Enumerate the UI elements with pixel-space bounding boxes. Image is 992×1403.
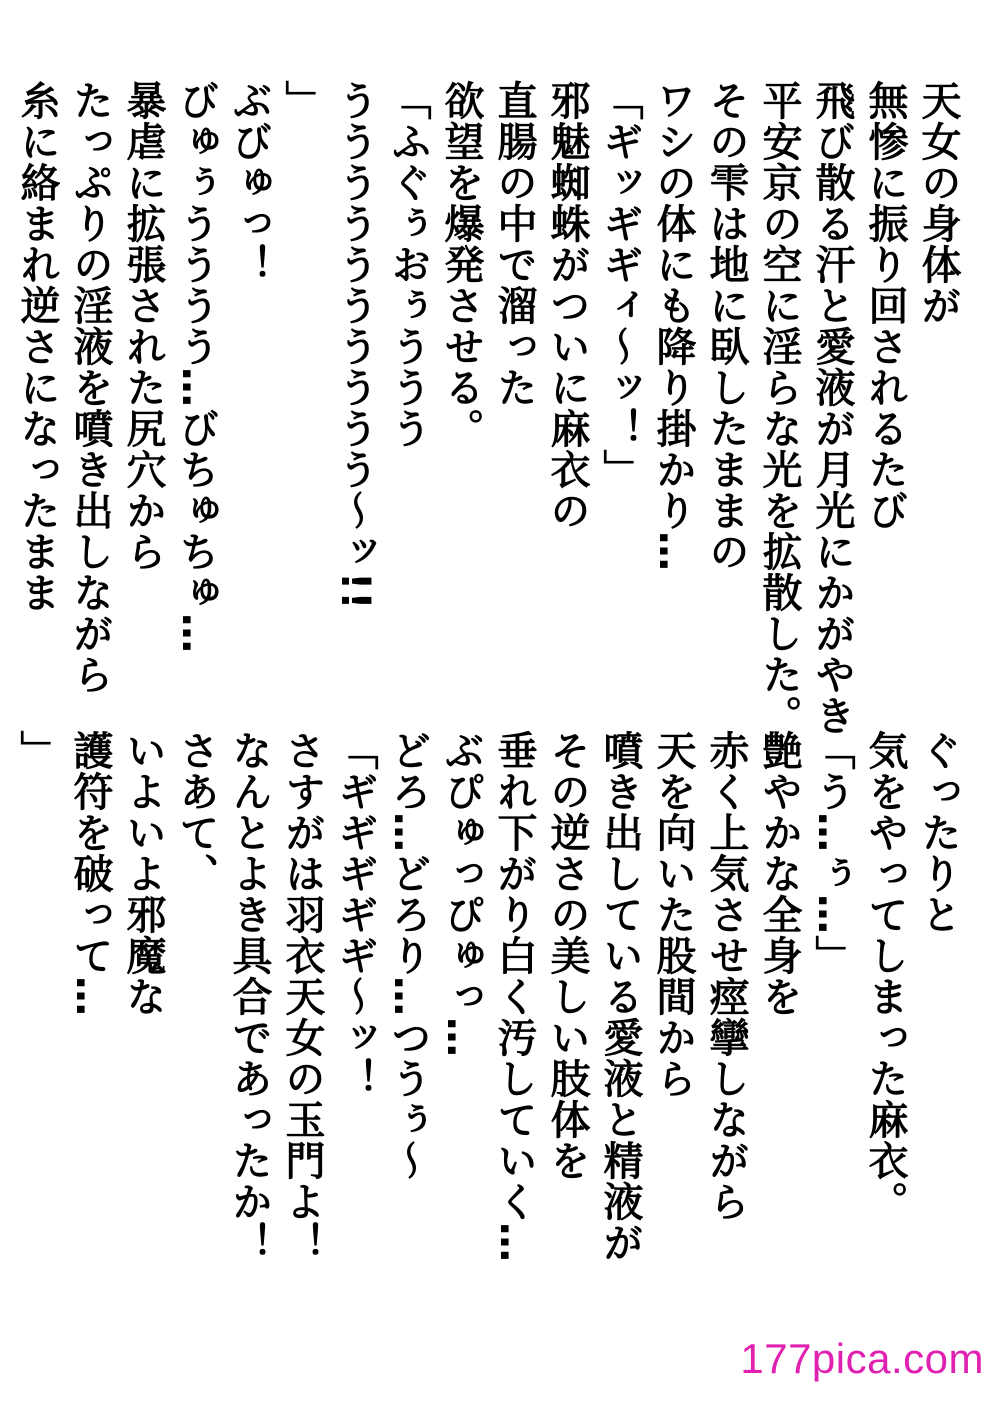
text-line: 平安京の空に淫らな光を拡散した。: [756, 80, 802, 736]
text-line: たっぷりの淫液を噴き出しながら: [67, 80, 113, 695]
text-line: ぶびゅっ！: [226, 80, 272, 285]
text-line: 気をやってしまった麻衣。: [862, 730, 908, 1222]
watermark: 177pica.com: [740, 1335, 984, 1382]
text-line: なんとよき具合であったか！: [226, 730, 272, 1263]
text-line: 暴虐に拡張された尻穴から: [120, 80, 166, 572]
text-line: 艶やかな全身を: [756, 730, 802, 1017]
text-line: さすがは羽衣天女の玉門よ！: [279, 730, 325, 1263]
text-line: 飛び散る汗と愛液が月光にかがやき: [809, 80, 855, 736]
text-line: さあて、: [173, 730, 219, 894]
text-line: どろ…どろり…つうぅ～: [385, 730, 431, 1181]
text-line: 天を向いた股間から: [650, 730, 696, 1099]
text-line: 「ギギギギギ～ッ！: [332, 730, 378, 1099]
text-line: 赤く上気させ痙攣しながら: [703, 730, 749, 1222]
bottom-text-block: [10, 730, 964, 1330]
text-line: その雫は地に臥したままの: [703, 80, 749, 572]
text-line: 欲望を爆発させる。: [438, 80, 484, 449]
top-text-block: [10, 80, 964, 736]
text-line: ぶぴゅっぴゅっ…: [438, 730, 484, 1058]
text-line: 噴き出している愛液と精液が: [597, 730, 643, 1263]
text-line: うううううううううう～ッ!!: [332, 80, 378, 611]
text-line: 糸に絡まれ逆さになったまま: [14, 80, 60, 613]
text-line: 「ギッギギィ～ッ！」: [597, 80, 643, 490]
text-line: その逆さの美しい肢体を: [544, 730, 590, 1181]
text-line: 直腸の中で溜った: [491, 80, 537, 408]
text-line: 邪魅蜘蛛がついに麻衣の: [544, 80, 590, 531]
text-line: 垂れ下がり白く汚していく…: [491, 730, 537, 1263]
text-line: ワシの体にも降り掛かり…: [650, 80, 696, 572]
text-line: 「う…ぅ…」: [809, 730, 855, 976]
text-line: 」: [279, 80, 325, 121]
text-line: 護符を破って…: [67, 730, 113, 1017]
text-line: いよいよ邪魔な: [120, 730, 166, 1017]
text-line: びゅぅうううう…びちゅちゅ…: [173, 80, 219, 654]
text-line: 天女の身体が: [915, 80, 961, 326]
text-line: 」: [14, 730, 60, 771]
text-line: ぐったりと: [915, 730, 961, 935]
text-line: 無惨に振り回されるたび: [862, 80, 908, 531]
text-line: 「ふぐぅおぅううう: [385, 80, 431, 449]
